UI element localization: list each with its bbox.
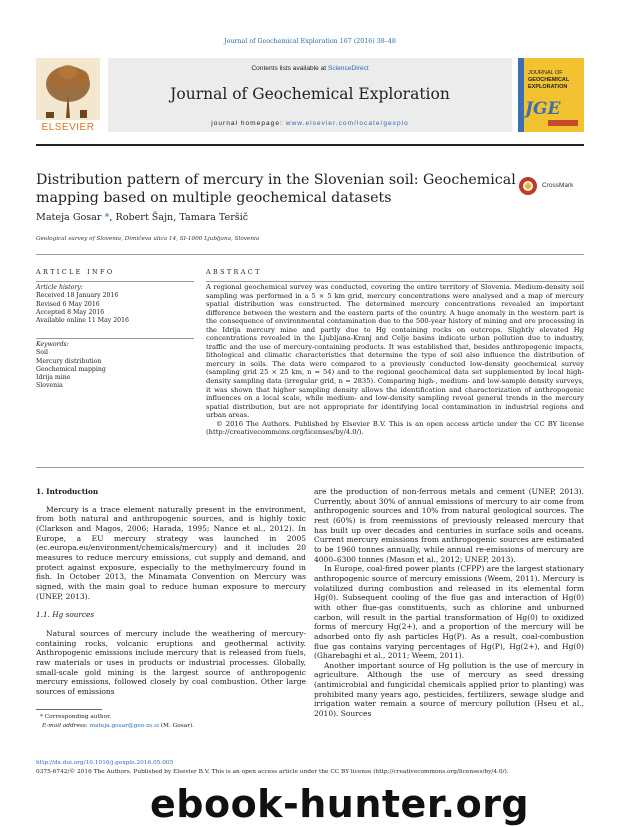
publisher-wordmark: ELSEVIER: [41, 122, 95, 133]
abstract-divider: [36, 467, 584, 468]
masthead: [36, 58, 584, 132]
contents-line: Contents lists available at ScienceDirect: [251, 65, 369, 72]
history-item: Received 18 January 2016: [36, 292, 119, 300]
keywords: [36, 341, 194, 391]
corresponding-mark[interactable]: *: [104, 212, 110, 223]
abstract: [206, 283, 584, 437]
keyword: Geochemical mapping: [36, 365, 106, 373]
watermark: ebook-hunter.org: [150, 782, 530, 826]
subsection-heading: 1.1. Hg sources: [36, 610, 95, 620]
masthead-divider: [36, 144, 584, 146]
article-info-heading: ARTICLE INFO: [36, 268, 115, 276]
paragraph: Another important source of Hg pollution is the use of mercury in agriculture. Although the use of mercury as seed dressing (antimicrobial and fungicidal chemicals applied prior to planting) was prohibited many years ago, pesticides, fertilizers, sewage sludge and irrigation water remain a source of mercury pollution (Hseu et al., 2010). Sources: [314, 660, 584, 719]
paragraph: In Europe, coal-fired power plants (CFPP) are the largest stationary anthropogenic source of mercury emissions (Weem, 2011). Mercury is volatilized during combustion and released in its elemental form Hg(0). Subsequent cooling of the flue gas and interaction of Hg(0) with other flue-gas constituents, such as chlorine and unburned carbon, will result in the partial transformation of Hg(0) to oxidized forms of mercury Hg(2+), and a proportion of the mercury will be adsorbed onto fly ash particles Hg(P). As a result, coal-combustion flue gas contains varying percentages of Hg(P), Hg(2+), and Hg(0) (Gharebaghi et al., 2011; Weem, 2011).: [314, 564, 584, 661]
paragraph: are the production of non-ferrous metals and cement (UNEP, 2013). Currently, about 30% of annual emissions of mercury to air come from anthropogenic sources and 10% from natural geological sources. The rest (60%) is from reemissions of previously released mercury that has built up over decades and centuries in surface soils and oceans. Current mercury emissions from anthropogenic sources are estimated to be 1960 tonnes annually, while annual re-emissions of mercury are 4000–6300 tonnes (Mason et al., 2012; UNEP, 2013).: [314, 487, 584, 564]
article-title: Distribution pattern of mercury in the Slovenian soil: Geochemical mapping based on multiple geochemical datasets: [36, 172, 516, 206]
sciencedirect-link[interactable]: ScienceDirect: [327, 65, 369, 72]
homepage-line: journal homepage: www.elsevier.com/locate/gexplo: [211, 120, 409, 127]
cover-text-1: JOURNAL OF: [528, 70, 563, 76]
author-name[interactable]: Tamara Teršič: [179, 212, 249, 223]
issn-line: 0375-6742/© 2016 The Authors. Published by Elsevier B.V. This is an open access article under the CC BY license (http://creativecommons.org/licenses/by/4.0/).: [36, 769, 509, 775]
abstract-body: A regional geochemical survey was conducted, covering the entire territory of Slovenia. Medium-density soil sampling was performed in a 5 × 5 km grid, mercury concentrations were analysed and a map of mercury spatial distribution was constructed. The determined mercury concentrations revealed an important difference between the western and the eastern parts of the country. A huge anomaly in the western part is the consequence of environmental contamination due to the 500-year history of mining and ore processing in the Idrija mercury mine and partly due to Hg containing rocks on outcrops. Slightly elevated Hg concentrations revealed in the Ljubljana-Kranj and Celje basins indicate urban pollution due to industry, traffic and the use of mercury-containing products. It was established that, besides anthropogenic impacts, lithological and climatic characteristics that determine the type of soil also influence the distribution of mercury in soils. The data were compared to a previously conducted low-density geochemical survey (sampling grid 25 × 25 km, n = 54) and to the regional geochemical data set supplemented by local high-density sampling data (irregular grid, n = 2835). Comparing high-, medium- and low-sample density surveys, it was shown that higher sampling density allows the identification and characterization of anthropogenic influences on a local scale, while medium- and low-density sampling reveal general trends in the mercury spatial distribution, but are not appropriate for identifying local contamination in industrial regions and urban areas.: [206, 283, 584, 420]
cover-text-2: GEOCHEMICAL: [528, 77, 570, 83]
history-item: Accepted 8 May 2016: [36, 308, 105, 316]
corresponding-author-note: * Corresponding author.: [40, 714, 112, 720]
paragraph: Natural sources of mercury include the weathering of mercury-containing rocks, volcanic eruptions and geothermal activity. Anthropogenic emissions include mercury that is released from fuels, raw materials or uses in products or industrial processes. Globally, small-scale gold mining is the largest source of anthropogenic mercury emissions, followed closely by coal combustion. Other large sources of emissions: [36, 628, 306, 696]
journal-banner: [108, 58, 512, 132]
keyword: Idrija mine: [36, 374, 71, 382]
section-heading: 1. Introduction: [36, 487, 99, 496]
journal-citation[interactable]: Journal of Geochemical Exploration 167 (2016) 38–48: [224, 38, 396, 45]
crossmark-badge[interactable]: [518, 176, 584, 198]
author-list: Mateja Gosar *, Robert Šajn, Tamara Teršič: [36, 212, 249, 223]
cover-text-3: EXPLORATION: [528, 84, 568, 90]
email-link[interactable]: mateja.gosar@geo-zs.si: [89, 722, 159, 729]
header-divider: [36, 254, 584, 255]
paragraph: Mercury is a trace element naturally present in the environment, from both natural and anthropogenic sources, and is highly toxic (Clarkson and Magos, 2006; Harada, 1995; Nance et al., 2012). In Europe, a EU mercury strategy was launched in 2005 (ec.europa.eu/environment/chemicals/mercury) and it includes 20 measures to reduce mercury emissions, cut supply and demand, and protect against exposure, especially to the methylmercury found in fish. In October 2013, the Minamata Convention on Mercury was signed, with the main goal to reduce human exposure to mercury (UNEP, 2013).: [36, 504, 306, 601]
keyword: Soil: [36, 349, 48, 357]
keywords-label: Keywords:: [36, 341, 69, 348]
article-history: [36, 284, 194, 325]
crossmark-label: CrossMark: [542, 182, 574, 189]
keyword: Mercury distribution: [36, 357, 102, 365]
left-column: [36, 487, 306, 696]
crossmark-icon: [518, 176, 538, 196]
history-item: Revised 6 May 2016: [36, 300, 100, 308]
keyword: Slovenia: [36, 382, 63, 390]
history-label: Article history:: [36, 284, 83, 291]
article-info-rule: [36, 281, 194, 282]
footnote-rule: [36, 709, 102, 710]
author-name[interactable]: Robert Šajn: [115, 212, 174, 223]
right-column: [314, 487, 584, 719]
journal-cover-icon[interactable]: [518, 58, 584, 132]
cover-initials: JGE: [525, 99, 561, 119]
abstract-heading: ABSTRACT: [206, 268, 262, 276]
abstract-rule: [206, 281, 584, 282]
elsevier-tree-icon: [36, 58, 100, 132]
journal-name: Journal of Geochemical Exploration: [170, 85, 450, 103]
affiliation: Geological survey of Slovenia, Dimičeva ulica 14, SI-1000 Ljubljana, Slovenia: [36, 236, 260, 242]
history-item: Available online 11 May 2016: [36, 317, 129, 325]
footnote: [36, 713, 306, 730]
author-name[interactable]: Mateja Gosar: [36, 212, 102, 223]
homepage-link[interactable]: www.elsevier.com/locate/gexplo: [285, 120, 409, 127]
license-statement[interactable]: © 2016 The Authors. Published by Elsevier B.V. This is an open access article under the CC BY license (http://creativecommons.org/licenses/by/4.0/).: [206, 419, 584, 437]
email-line: E-mail address: mateja.gosar@geo-zs.si (M. Gosar).: [42, 722, 195, 729]
keywords-rule: [36, 338, 194, 339]
doi-link[interactable]: http://dx.doi.org/10.1016/j.gexplo.2016.05.005: [36, 760, 174, 766]
